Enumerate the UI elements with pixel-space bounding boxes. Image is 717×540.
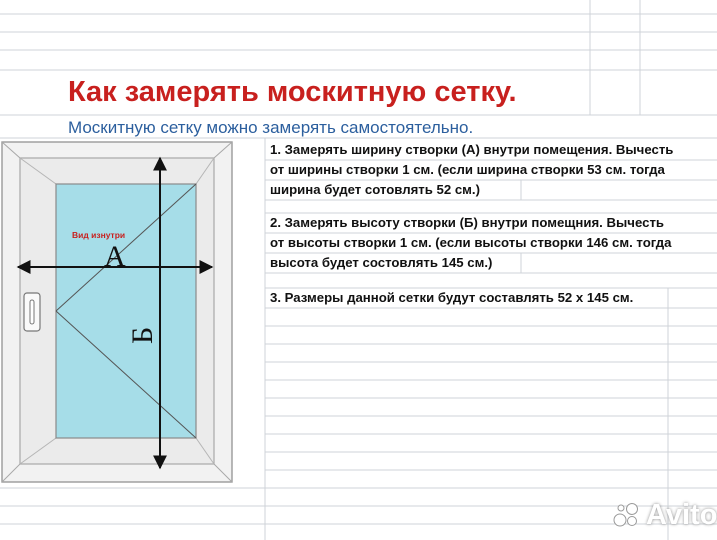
window-glass <box>56 184 196 438</box>
step-line: 3. Размеры данной сетки будут составлять 52 x 145 см. <box>270 290 634 305</box>
step-line: 1. Замерять ширину створки (А) внутри помещения. Вычесть <box>270 142 674 157</box>
step-line: от высоты створки 1 см. (если высоты створки 146 см. тогда <box>270 235 672 250</box>
instruction-step-3 <box>270 288 633 308</box>
avito-watermark-text: Avito <box>646 498 717 531</box>
page-subtitle: Москитную сетку можно замерять самостоятельно. <box>68 118 474 137</box>
window-handle-icon <box>24 293 40 331</box>
step-line: ширина будет сотовлять 52 см.) <box>270 182 480 197</box>
window-diagram <box>0 138 240 488</box>
step-line: 2. Замерять высоту створки (Б) внутри помещния. Вычесть <box>270 215 665 230</box>
instruction-step-1 <box>270 140 673 200</box>
page-title: Как замерять москитную сетку. <box>68 76 517 108</box>
height-label-b: Б <box>126 326 159 344</box>
step-line: высота будет состовлять 145 см.) <box>270 255 493 270</box>
avito-watermark <box>612 498 717 532</box>
view-from-inside-label: Вид изнутри <box>72 230 126 240</box>
step-line: от ширины створки 1 см. (если ширина створки 53 см. тогда <box>270 162 665 177</box>
width-label-a: А <box>104 240 126 273</box>
avito-dots-icon <box>612 500 642 530</box>
instruction-step-2 <box>270 213 671 273</box>
